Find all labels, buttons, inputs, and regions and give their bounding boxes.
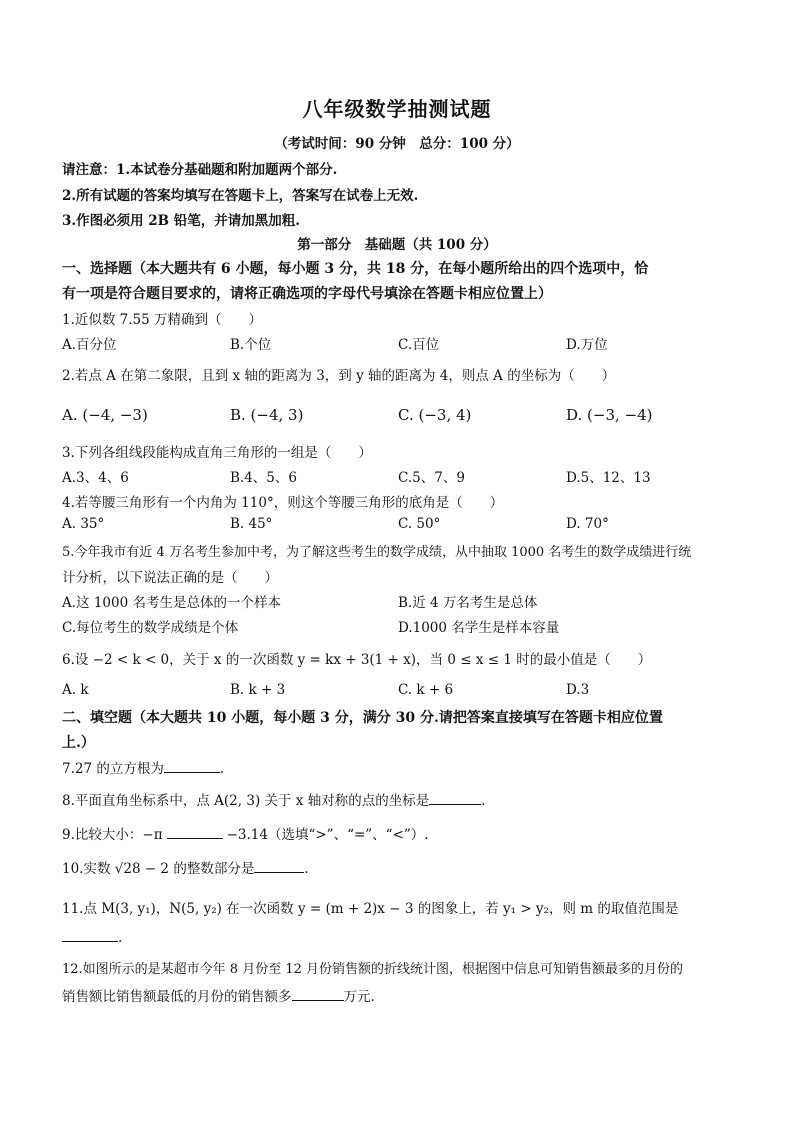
page-title: 八年级数学抽测试题 (302, 97, 492, 121)
question-2-option-c: C. (−3, 4) (398, 406, 472, 424)
question-5-option-d: D.1000 名学生是样本容量 (398, 620, 560, 636)
question-2-option-a: A. (−4, −3) (62, 406, 148, 424)
part-heading: 第一部分 基础题（共 100 分） (297, 237, 497, 253)
question-4-option-c: C. 50° (398, 516, 441, 532)
question-3-stem: 3.下列各组线段能构成直角三角形的一组是（ ） (62, 445, 372, 461)
question-8-text: 8.平面直角坐标系中，点 A(2, 3) 关于 x 轴对称的点的坐标是 (62, 793, 430, 809)
question-2-stem: 2.若点 A 在第二象限，且到 x 轴的距离为 3，到 y 轴的距离为 4，则点 A 的坐标为（ ） (62, 368, 616, 384)
answer-blank (62, 928, 118, 942)
question-1-option-d: D.万位 (566, 337, 608, 353)
question-7 (62, 757, 224, 777)
notice-line-2: 2.所有试题的答案均填写在答题卡上，答案写在试卷上无效. (62, 188, 419, 204)
period: . (118, 930, 123, 946)
section1-heading-line1: 一、选择题（本大题共有 6 小题，每小题 3 分，共 18 分，在每小题所给出的四个选项中，恰 (62, 261, 649, 277)
question-10-text: 10.实数 √28 − 2 的整数部分是 (62, 861, 255, 877)
section1-heading-line2: 有一项是符合题目要求的，请将正确选项的字母代号填涂在答题卡相应位置上） (62, 286, 552, 302)
answer-blank (167, 825, 223, 839)
question-9 (62, 823, 429, 843)
question-5-stem-line2: 计分析，以下说法正确的是（ ） (62, 570, 278, 586)
question-12-line2 (62, 985, 375, 1005)
question-5-option-b: B.近 4 万名考生是总体 (398, 595, 538, 611)
question-11-answer (62, 928, 122, 946)
question-6-option-d: D.3 (566, 682, 590, 698)
question-2-option-d: D. (−3, −4) (566, 406, 653, 424)
question-9-text-b: −3.14（选填“>”、“=”、“<”） (226, 827, 425, 843)
question-7-text: 7.27 的立方根为 (62, 761, 164, 777)
question-12-unit: 万元. (343, 989, 375, 1005)
question-9-text-a: 9.比较大小：−π (62, 827, 163, 843)
question-6-option-a: A. k (62, 682, 89, 698)
question-2-option-b: B. (−4, 3) (230, 406, 304, 424)
period: . (424, 827, 429, 843)
question-3-option-c: C.5、7、9 (398, 470, 465, 486)
section2-heading-line2: 上.） (62, 735, 95, 751)
question-8 (62, 789, 486, 809)
notice-line-1: 请注意：1.本试卷分基础题和附加题两个部分. (62, 162, 338, 178)
question-1-stem: 1.近似数 7.55 万精确到（ ） (62, 312, 263, 328)
exam-info: （考试时间：90 分钟 总分：100 分） (274, 136, 520, 152)
answer-blank (254, 859, 304, 873)
question-12-line1: 12.如图所示的是某超市今年 8 月份至 12 月份销售额的折线统计图，根据图中信息可知销售额最多的月份的 (62, 962, 684, 977)
question-1-option-b: B.个位 (230, 337, 272, 353)
answer-blank (292, 987, 344, 1001)
question-5-option-a: A.这 1000 名考生是总体的一个样本 (62, 595, 281, 611)
question-10 (62, 857, 309, 877)
question-1-option-c: C.百位 (398, 337, 440, 353)
question-4-option-d: D. 70° (566, 516, 609, 532)
answer-blank (429, 791, 481, 805)
question-5-stem-line1: 5.今年我市有近 4 万名考生参加中考，为了解这些考生的数学成绩，从中抽取 1000 名考生的数学成绩进行统 (62, 545, 692, 560)
question-3-option-d: D.5、12、13 (566, 470, 651, 486)
question-6-option-b: B. k + 3 (230, 682, 286, 698)
question-6-option-c: C. k + 6 (398, 682, 454, 698)
section2-heading-line1: 二、填空题（本大题共 10 小题，每小题 3 分，满分 30 分.请把答案直接填写在答题卡相应位置 (62, 710, 663, 726)
question-5-option-c: C.每位考生的数学成绩是个体 (62, 620, 239, 636)
question-11-text: 11.点 M(3, y₁)，N(5, y₂) 在一次函数 y = (m + 2)x − 3 的图象上，若 y₁ > y₂，则 m 的取值范围是 (62, 901, 679, 917)
period: . (481, 793, 486, 809)
question-3-option-a: A.3、4、6 (62, 470, 129, 486)
notice-line-3: 3.作图必须用 2B 铅笔，并请加黑加粗. (62, 213, 300, 229)
question-4-option-b: B. 45° (230, 516, 273, 532)
question-6-stem: 6.设 −2 < k < 0，关于 x 的一次函数 y = kx + 3(1 + x)，当 0 ≤ x ≤ 1 时的最小值是（ ） (62, 652, 652, 668)
answer-blank (164, 759, 220, 773)
question-4-option-a: A. 35° (62, 516, 105, 532)
question-1-option-a: A.百分位 (62, 337, 117, 353)
period: . (219, 761, 225, 777)
question-4-stem: 4.若等腰三角形有一个内角为 110°，则这个等腰三角形的底角是（ ） (62, 495, 504, 511)
question-12-text: 销售额比销售额最低的月份的销售额多 (62, 989, 292, 1005)
period: . (304, 861, 309, 877)
question-3-option-b: B.4、5、6 (230, 470, 297, 486)
